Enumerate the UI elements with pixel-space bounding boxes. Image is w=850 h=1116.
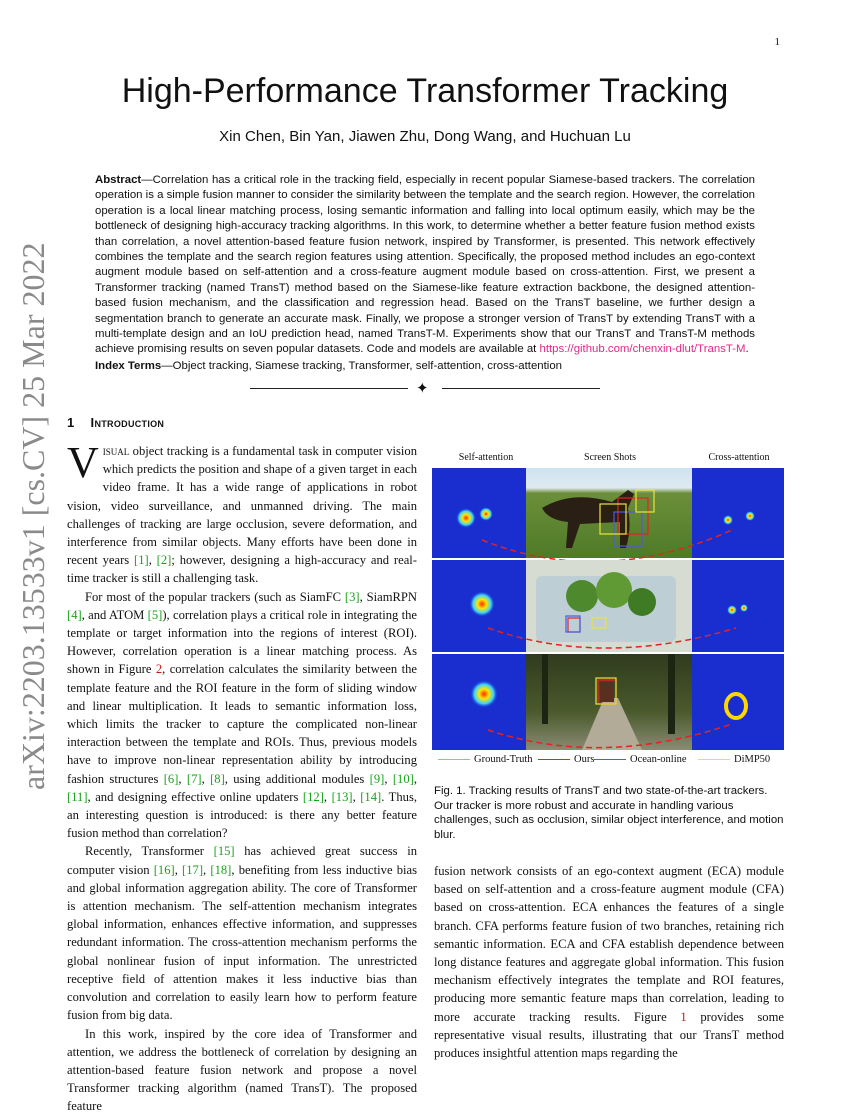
abstract-end: . <box>745 343 749 356</box>
legend-label: Ocean-online <box>630 754 687 765</box>
figure-label-screenshots: Screen Shots <box>584 452 636 463</box>
citation-link[interactable]: [16] <box>153 862 175 877</box>
paper-title: High-Performance Transformer Tracking <box>121 72 729 110</box>
citation-link[interactable]: [13] <box>331 789 353 804</box>
smallcaps-word: isual <box>102 444 130 458</box>
arxiv-side-stamp <box>10 242 56 790</box>
citation-link[interactable]: [1] <box>134 553 149 568</box>
p3-text: , <box>203 862 211 877</box>
left-column <box>67 438 418 1116</box>
figure-legend <box>432 754 784 770</box>
code-link[interactable]: https://github.com/chenxin-dlut/TransT-M <box>539 343 746 356</box>
citation-link[interactable]: [18] <box>210 862 232 877</box>
p5-text: fusion network consists of an ego-context augment (ECA) module based on self-attention and a cross-feature augment module (CFA) based on cross-attention. ECA enhances the features of a single branch. CFA performs feature fusion of two branches, retaining rich semantic information. ECA and CFA establish dependence between long distance features and aggregate global information. This fusion mechanism effectively integrates the template and ROI features, producing more semantic feature maps than correlation, leading to more accurate tracking results. Figure <box>434 864 784 1024</box>
citation-link[interactable]: [6] <box>163 771 179 786</box>
p3-text: Recently, Transformer <box>85 844 214 859</box>
p1-text: object tracking is a fundamental task in computer vision which predicts the position and shape of a given target in each video frame. It has a wide range of applications in robot vision, video surveillance, and unmanned driving. The main challenges of tracking are large occlusion, severe deformation, and interference from similar objects. Many efforts have been done in recent years <box>67 444 417 568</box>
p1-sep: , <box>148 553 157 568</box>
citation-link[interactable]: [2] <box>156 553 172 568</box>
citation-link[interactable]: [17] <box>182 862 204 877</box>
intro-paragraph-3 <box>67 842 417 1024</box>
page-number: 1 <box>774 36 780 48</box>
p3-text: , <box>174 862 183 877</box>
p2-text: , <box>201 771 211 786</box>
citation-link[interactable]: [9] <box>369 771 385 786</box>
citation-link[interactable]: [10] <box>392 771 414 786</box>
intro-paragraph-5 <box>434 862 784 1062</box>
figure-row-plants <box>432 560 784 652</box>
abstract <box>95 173 755 358</box>
legend-item <box>698 754 770 765</box>
intro-paragraph-4: In this work, inspired by the core idea of Transformer and attention, we address the bottleneck of correlation by designing an attention-based feature fusion network and propose a novel Transformer tracking algorithm (named TransT). The proposed feature <box>67 1026 417 1114</box>
p1-end: ; however, designing a high-accuracy and real-time tracker is still a challenging task. <box>67 553 417 586</box>
legend-label: DiMP50 <box>734 754 771 765</box>
legend-item <box>538 754 594 765</box>
right-column <box>434 862 784 1062</box>
abstract-text: —Correlation has a critical role in the tracking field, especially in recent popular Siamese-based trackers. The correlation operation is a simple fusion manner to consider the similarity between the template and the search region. However, the correlation operation is a local linear matching process, losing semantic information and falling into local optimum easily, which may be the bottleneck of designing high-accuracy tracking algorithms. In this work, to determine whether a better feature fusion method exists than correlation, a novel attention-based feature fusion network, inspired by Transformer, is presented. This network effectively combines the template and the search region features using attention. Specifically, the proposed method includes an ego-context augment module based on self-attention and a cross-feature augment module based on cross-attention. First, we present a Transformer tracking (named TransT) method based on the Siamese-like feature extraction backbone, the designed attention-based fusion mechanism, and the classification and regression head. Based on the TransT baseline, we further design a segmentation branch to generate an accurate mask. Finally, we propose a stronger version of TransT by extending TransT with a multi-template design and an IoU prediction head, named TransT-M. Experiments show that our TransT and TransT-M methods achieve promising results on seven popular datasets. Code and models are available at <box>95 174 755 356</box>
p3-text: , benefiting from less inductive bias and global information aggregation ability. The core of Transformer is attention mechanism. The self-attention mechanism integrates global information, enhances effective information, and suppresses redundant information. The cross-attention mechanism performs the global nonlinear fusion of input information. The unrestricted receptive field of attention makes it less inductive bias than convolution and correlation to easily learn how to perform feature fusion from big data. <box>67 862 418 1023</box>
p2-text: , using additional modules <box>224 771 370 786</box>
citation-link[interactable]: [4] <box>67 607 82 622</box>
citation-link[interactable]: [5] <box>147 607 163 622</box>
abstract-label: Abstract <box>95 174 142 186</box>
intro-paragraph-1 <box>67 438 417 588</box>
p2-text: , <box>384 771 393 786</box>
intro-paragraph-2 <box>67 588 417 843</box>
citation-link[interactable]: [12] <box>302 789 324 804</box>
legend-label: Ours <box>574 754 595 765</box>
legend-item <box>438 754 533 765</box>
section-number: 1 <box>67 415 75 430</box>
section-heading <box>67 415 164 430</box>
p2-text: , and designing effective online updaters <box>87 789 303 804</box>
figure-image-grid <box>432 468 784 768</box>
p2-text: , <box>323 789 332 804</box>
section-title: Introduction <box>90 415 165 430</box>
figure-label-self-attention: Self-attention <box>458 452 514 463</box>
p2-text: For most of the popular trackers (such as SiamFC <box>85 589 345 604</box>
citation-link[interactable]: [7] <box>186 771 202 786</box>
legend-item <box>594 754 687 765</box>
p2-text: , correlation calculates the similarity between the template feature and the ROI feature in the form of sliding window and linear multiplication. It leads to semantic information loss, which limits the tracker to capture the complicated non-linear interaction between the template and ROIs. Thus, previous models have to improve non-linear representation ability by introducing fashion structures <box>67 662 417 786</box>
p3-text: has achieved great success in computer vision <box>67 844 418 877</box>
legend-label: Ground-Truth <box>474 754 533 765</box>
divider-diamond-icon: ✦ <box>416 381 429 397</box>
figure-label-cross-attention: Cross-attention <box>708 452 770 463</box>
index-terms-label: Index Terms <box>95 360 162 372</box>
citation-link[interactable]: [15] <box>213 844 235 859</box>
figure-ref-link[interactable]: 2 <box>155 662 163 677</box>
figure-row-forest <box>432 654 784 750</box>
p2-text: , <box>413 771 417 786</box>
p2-text: , and ATOM <box>81 607 148 622</box>
citation-link[interactable]: [3] <box>344 589 360 604</box>
figure-row-horse <box>432 468 784 562</box>
citation-link[interactable]: [8] <box>210 771 225 786</box>
figure-1 <box>432 448 784 778</box>
p5-text: provides some representative visual results, illustrating that our TransT method produces insightful attention maps regarding the <box>434 1009 784 1061</box>
section-divider <box>250 378 600 398</box>
p2-text: , <box>352 789 361 804</box>
arxiv-stamp-text: arXiv:2203.13533v1 [cs.CV] 25 Mar 2022 <box>15 242 51 790</box>
index-terms <box>95 360 755 372</box>
figure-caption: Fig. 1. Tracking results of TransT and two state-of-the-art trackers. Our tracker is more robust and accurate in handling various challenges, such as occlusion, similar object interference, and motion blur. <box>434 785 784 841</box>
p2-text: , SiamRPN <box>359 589 417 604</box>
paper-authors: Xin Chen, Bin Yan, Jiawen Zhu, Dong Wang, and Huchuan Lu <box>219 128 631 145</box>
index-terms-text: —Object tracking, Siamese tracking, Transformer, self-attention, cross-attention <box>161 360 563 372</box>
p2-text: , <box>178 771 187 786</box>
p2-text: ), correlation plays a critical role in integrating the template or target information into the regions of interest (ROI). However, correlation operation is a linear matching process. As shown in Figure <box>67 607 417 677</box>
figure-ref-link[interactable]: 1 <box>680 1009 687 1024</box>
dropcap: V <box>67 438 99 487</box>
p2-text: . Thus, an interesting question is introduced: is there any better feature fusion method than correlation? <box>67 789 417 841</box>
citation-link[interactable]: [14] <box>360 789 382 804</box>
citation-link[interactable]: [11] <box>67 789 88 804</box>
